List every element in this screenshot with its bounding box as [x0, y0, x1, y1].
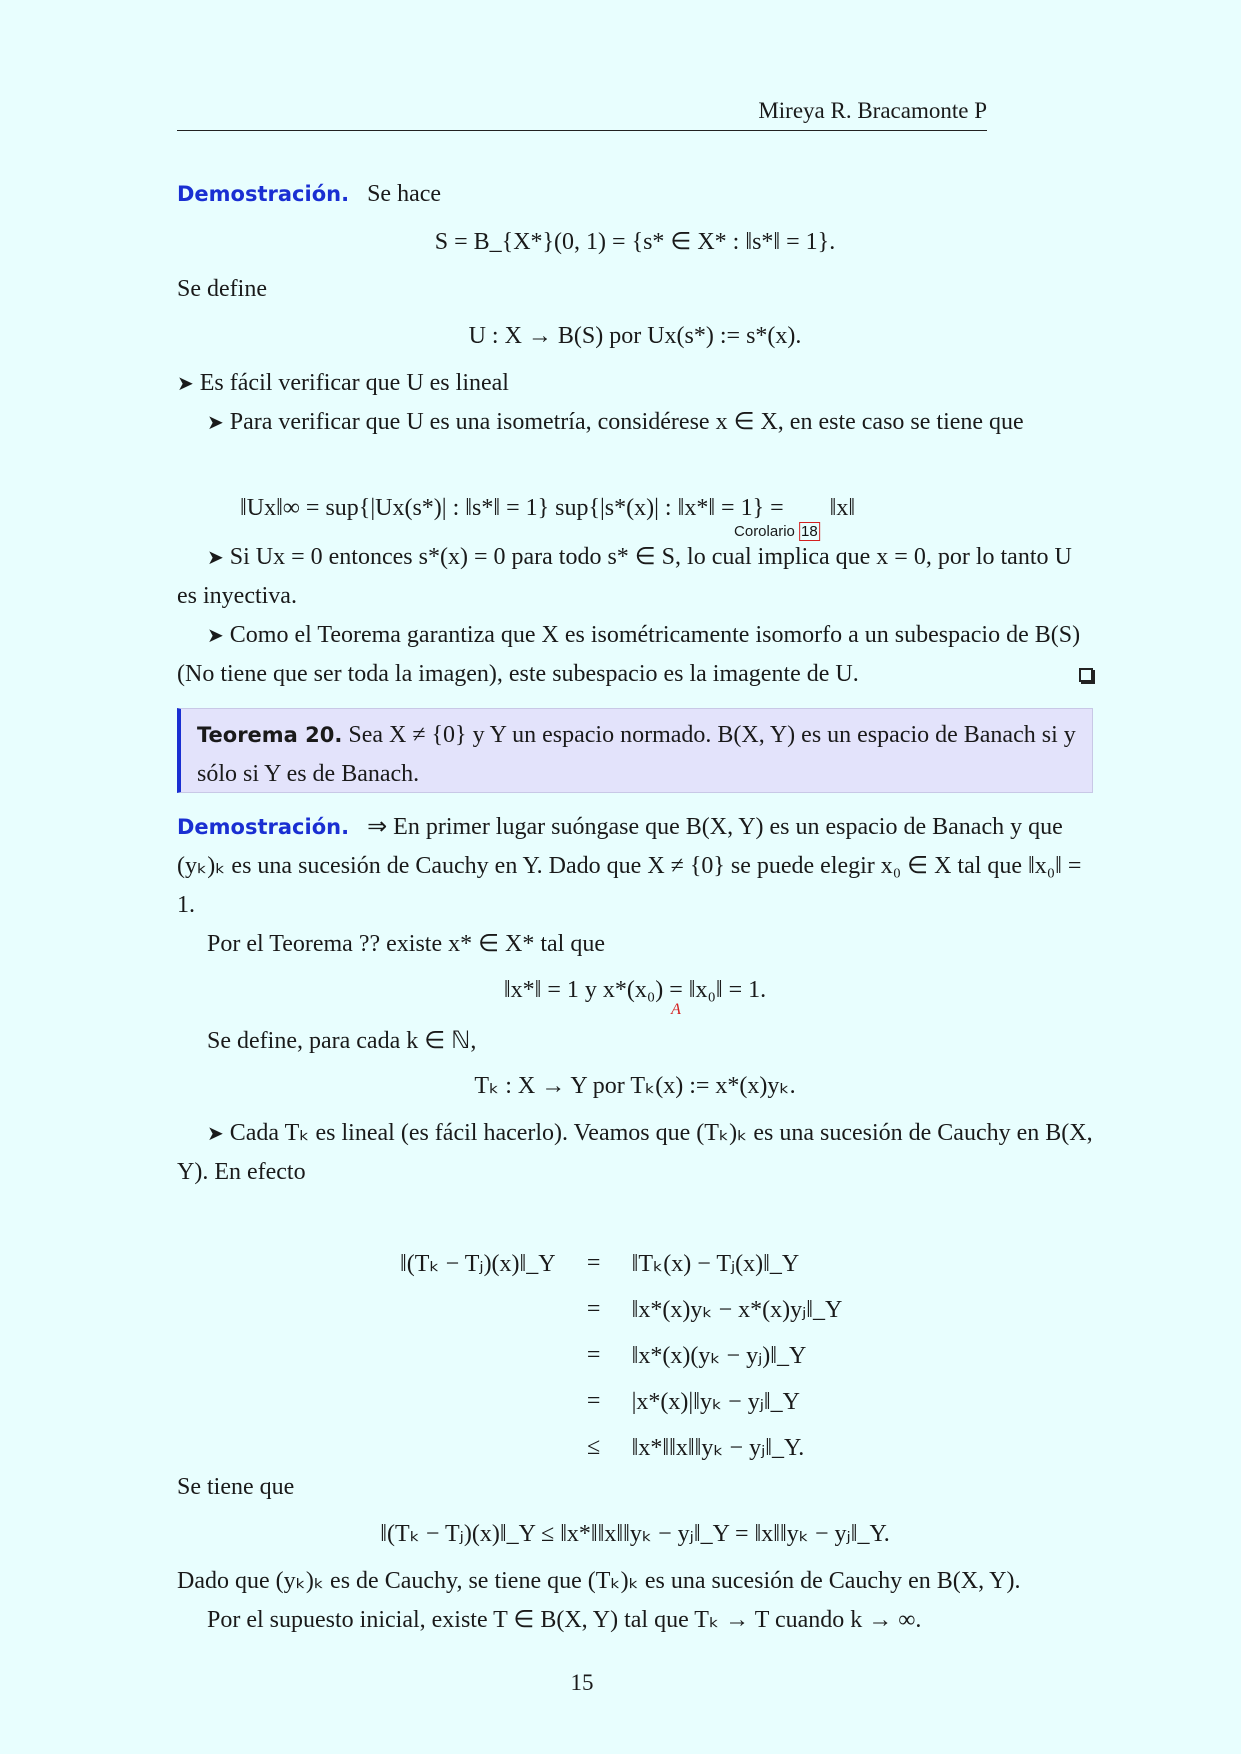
equation-S: S = B_{X*}(0, 1) = {s* ∈ X* : ‖s*‖ = 1}. — [434, 229, 836, 255]
align-lhs — [400, 1424, 574, 1470]
arrow-bullet-icon: ➤ — [207, 410, 224, 434]
arrow-bullet-icon: ➤ — [207, 623, 224, 647]
qed-icon — [1079, 668, 1093, 682]
equation-U: U : X → B(S) por Ux(s*) := s*(x). — [468, 323, 802, 349]
equation-xstar — [177, 972, 1093, 1018]
proof2-p2: Por el Teorema ?? existe x* ∈ X* tal que — [207, 931, 605, 957]
theorem-label: Teorema 20. — [197, 723, 343, 747]
align-rhs: ‖Tₖ(x) − Tⱼ(x)‖_Y — [631, 1250, 800, 1277]
arrow-bullet-icon: ➤ — [177, 371, 194, 395]
proof-label: Demostración. — [177, 815, 350, 839]
align-row — [400, 1378, 842, 1424]
theorem-box — [177, 708, 1093, 793]
align-row — [400, 1286, 842, 1332]
bullet-linear — [177, 364, 1093, 403]
align-rel: = — [586, 1295, 601, 1322]
proof2-p4 — [177, 1114, 1093, 1192]
equation-norm — [240, 490, 1040, 540]
equation-xstar-lhs: ‖x*‖ = 1 y x*(x₀) — [503, 977, 664, 1003]
proof1-intro-text: Se hace — [367, 181, 442, 207]
align-lhs — [400, 1378, 574, 1424]
bullet-isometry — [177, 403, 1093, 442]
equation-norm-eq: = Corolario 18 — [770, 490, 784, 526]
bullet-injective — [177, 538, 1093, 616]
arrow-bullet-icon: ➤ — [207, 1121, 224, 1145]
proof2-p4-text: Cada Tₖ es lineal (es fácil hacerlo). Veamos que (Tₖ)ₖ es una sucesión de Cauchy en B(X, Y). En efecto — [177, 1120, 1093, 1185]
equation-xstar-under: A — [671, 1001, 681, 1018]
align-lhs — [400, 1332, 574, 1378]
equation-final: ‖(Tₖ − Tⱼ)(x)‖_Y ≤ ‖x*‖‖x‖‖yₖ − yⱼ‖_Y = ‖x‖‖yₖ − yⱼ‖_Y. — [380, 1521, 890, 1547]
bullet-isometry-text: Para verificar que U es una isometría, considérese x ∈ X, en este caso se tiene que — [229, 409, 1024, 435]
equation-Tk: Tₖ : X → Y por Tₖ(x) := x*(x)yₖ. — [474, 1073, 796, 1099]
corolario-ref-link[interactable]: 18 — [801, 523, 818, 540]
aligned-equations — [400, 1240, 842, 1470]
header-rule — [177, 130, 987, 131]
align-rel: = — [586, 1341, 601, 1368]
align-row — [400, 1424, 842, 1470]
align-lhs: ‖(Tₖ − Tⱼ)(x)‖_Y — [400, 1250, 556, 1277]
equation-xstar-eq: = A — [669, 972, 683, 1008]
running-header-author: Mireya R. Bracamonte P — [758, 98, 987, 123]
proof2-p5: Se tiene que — [177, 1474, 295, 1500]
align-rel: ≤ — [587, 1433, 601, 1460]
bullet-linear-text: Es fácil verificar que U es lineal — [199, 370, 509, 396]
equation-xstar-rhs: ‖x₀‖ = 1. — [688, 977, 767, 1003]
bullet-theorem — [177, 616, 1093, 694]
bullet-injective-text: Si Ux = 0 entonces s*(x) = 0 para todo s* ∈ S, lo cual implica que x = 0, por lo tanto U es inyectiva. — [177, 544, 1072, 609]
align-rel: = — [586, 1249, 601, 1276]
proof2-p3: Se define, para cada k ∈ ℕ, — [207, 1028, 477, 1054]
proof2-p6: Dado que (yₖ)ₖ es de Cauchy, se tiene que (Tₖ)ₖ es una sucesión de Cauchy en B(X, Y). — [177, 1568, 1021, 1594]
align-lhs — [400, 1286, 574, 1332]
proof-label: Demostración. — [177, 182, 350, 206]
bullet-theorem-text: Como el Teorema garantiza que X es isométricamente isomorfo a un subespacio de B(S) (No tiene que ser toda la imagen), este subespacio es la imagente de U. — [177, 622, 1081, 687]
align-rhs: ‖x*‖‖x‖‖yₖ − yⱼ‖_Y. — [631, 1434, 805, 1461]
align-rhs: ‖x*(x)yₖ − x*(x)yⱼ‖_Y — [631, 1296, 843, 1323]
align-row — [400, 1332, 842, 1378]
align-rhs: ‖x*(x)(yₖ − yⱼ)‖_Y — [631, 1342, 807, 1369]
proof2-p1-text: ⇒ En primer lugar suóngase que B(X, Y) es un espacio de Banach y que (yₖ)ₖ es una sucesión de Cauchy en Y. Dado que X ≠ {0} se puede elegir x₀ ∈ X tal que ‖x₀‖ = 1. — [177, 814, 1082, 918]
corolario-label: Corolario — [734, 523, 795, 540]
align-rhs: |x*(x)|‖yₖ − yⱼ‖_Y — [631, 1388, 800, 1415]
proof2-p7: Por el supuesto inicial, existe T ∈ B(X, Y) tal que Tₖ → T cuando k → ∞. — [207, 1607, 922, 1633]
proof1-intro — [177, 175, 1093, 214]
align-row — [400, 1240, 842, 1286]
arrow-bullet-icon: ➤ — [207, 545, 224, 569]
proof2-first-paragraph — [177, 808, 1093, 925]
page-number: 15 — [570, 1670, 594, 1695]
equation-norm-rhs: ‖x‖ — [829, 495, 856, 521]
proof1-define: Se define — [177, 276, 267, 302]
align-rel: = — [586, 1387, 601, 1414]
theorem-text: Sea X ≠ {0} y Y un espacio normado. B(X, Y) es un espacio de Banach si y sólo si Y es de Banach. — [197, 722, 1076, 787]
equation-norm-lhs: ‖Ux‖∞ = sup{|Ux(s*)| : ‖s*‖ = 1} sup{|s*(x)| : ‖x*‖ = 1} — [240, 495, 765, 521]
